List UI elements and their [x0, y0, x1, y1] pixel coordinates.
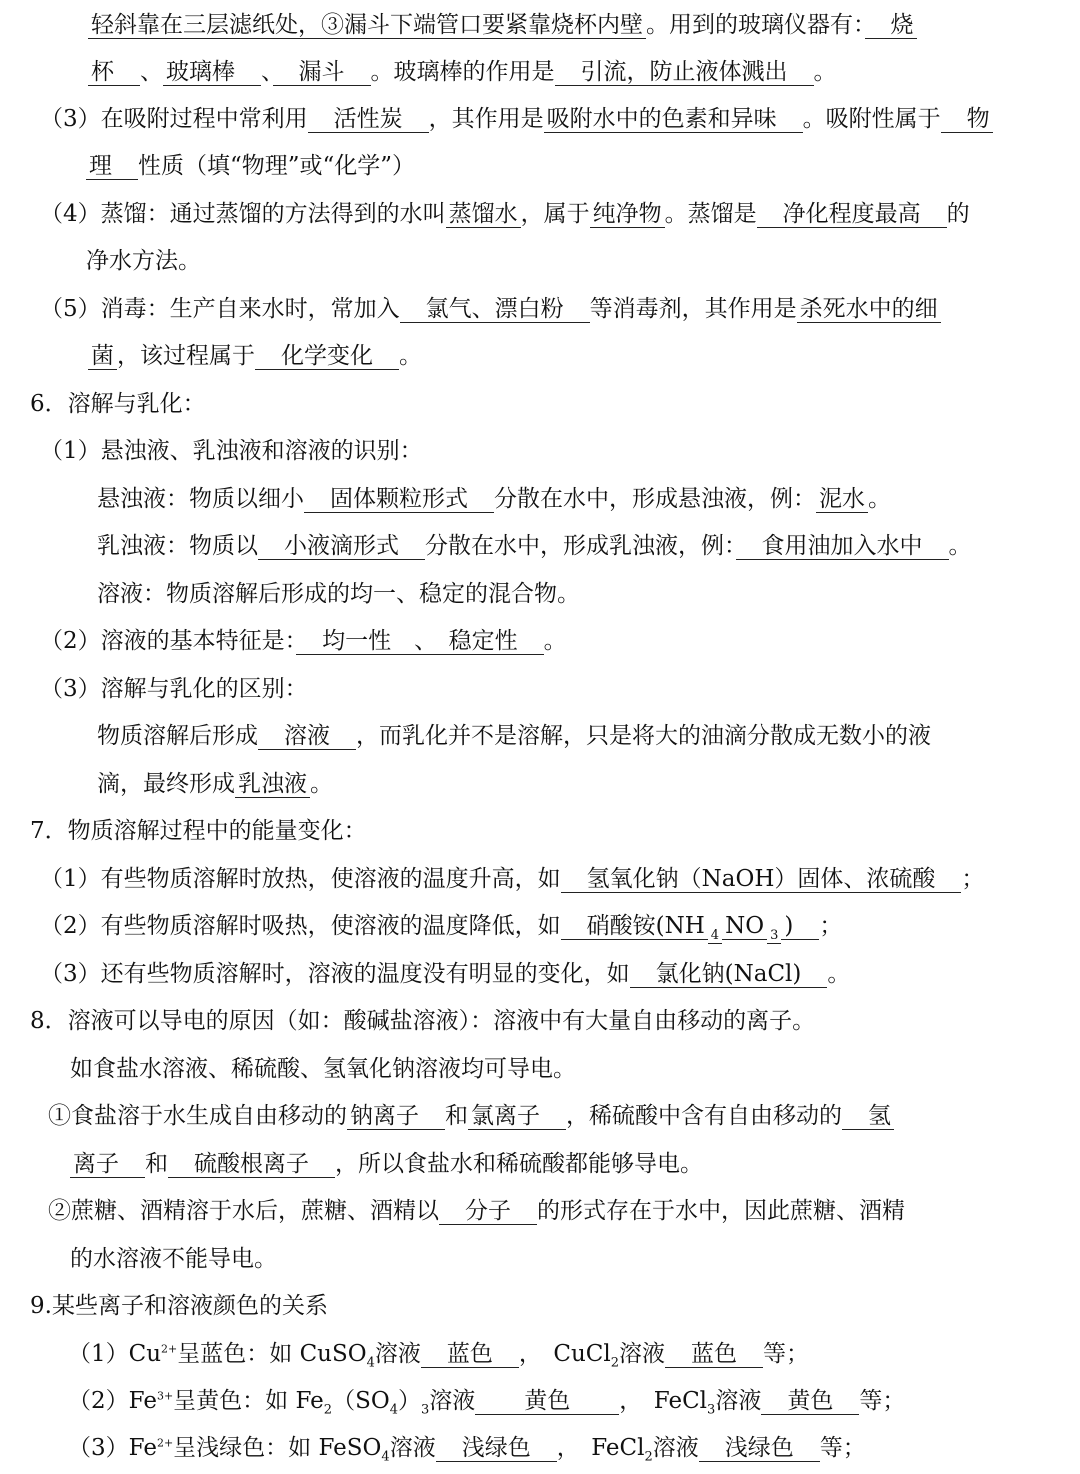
text-segment: ；: [819, 913, 843, 939]
text-segment: 。: [543, 628, 567, 654]
text-segment: （SO: [332, 1388, 390, 1414]
text-segment: 和: [445, 1103, 468, 1129]
answer-blank: 纯净物: [590, 201, 665, 228]
text-line: [97, 484, 891, 514]
text-line: [30, 1291, 328, 1321]
text-segment: 。: [399, 343, 422, 369]
text-segment: 。: [868, 486, 891, 512]
answer-blank: 玻璃棒: [163, 59, 261, 86]
text-line: [40, 959, 850, 989]
answer-blank: 蒸馏水: [446, 201, 521, 228]
text-segment: 。: [813, 59, 837, 85]
answer-blank: 黄色: [761, 1388, 859, 1415]
superscript: 3+: [156, 1389, 174, 1403]
text-segment: 滴，最终形成: [97, 771, 235, 797]
subscript: 2: [610, 1355, 620, 1371]
answer-blank: 烧: [865, 12, 917, 39]
text-segment: ①食盐溶于水生成自由移动的: [48, 1103, 347, 1129]
text-segment: 的形式存在于水中，因此蔗糖、酒精: [537, 1198, 905, 1224]
text-segment: （4）蒸馏：通过蒸馏的方法得到的水叫: [40, 201, 446, 227]
answer-blank: 小液滴形式: [258, 533, 425, 560]
answer-blank: 泥水: [816, 486, 868, 513]
answer-blank: 钠离子: [347, 1103, 445, 1130]
text-segment: 9.某些离子和溶液颜色的关系: [30, 1293, 328, 1319]
text-segment: （3）在吸附过程中常利用: [40, 106, 308, 132]
text-segment: 溶液: [715, 1388, 762, 1414]
text-segment: （1）Cu: [68, 1341, 162, 1367]
text-segment: 。: [948, 533, 972, 559]
text-line: [40, 436, 423, 466]
text-segment: 。: [310, 771, 333, 797]
answer-blank: 吸附水中的色素和异味: [544, 106, 803, 133]
subscript: 3: [420, 1402, 430, 1418]
answer-blank: 氯化钠(NaCl): [630, 961, 828, 988]
text-segment: ， FeCl: [556, 1435, 645, 1461]
text-segment: 呈蓝色：如 CuSO: [177, 1341, 367, 1367]
answer-blank: NO: [722, 913, 767, 940]
text-segment: 净水方法。: [86, 248, 201, 274]
answer-blank: 漏斗: [273, 59, 371, 86]
answer-blank: 溶液: [258, 723, 356, 750]
text-segment: 和: [145, 1151, 168, 1177]
text-segment: 。吸附性属于: [802, 106, 941, 132]
text-segment: 如食盐水溶液、稀硫酸、氢氧化钠溶液均可导电。: [70, 1056, 576, 1082]
text-segment: ， CuCl: [518, 1341, 611, 1367]
text-segment: 的: [946, 201, 970, 227]
text-segment: 分散在水中，形成悬浊液，例：: [494, 486, 816, 512]
text-segment: 等；: [859, 1388, 906, 1414]
text-line: [86, 151, 415, 181]
text-segment: ， FeCl: [619, 1388, 708, 1414]
text-line: [48, 1196, 905, 1226]
text-line: [40, 104, 993, 134]
text-line: [30, 816, 367, 846]
text-segment: （2）有些物质溶解时吸热，使溶液的温度降低，如: [40, 913, 561, 939]
answer-blank: 杯: [88, 59, 140, 86]
answer-blank: 氢氧化钠（NaOH）固体、浓硫酸: [561, 866, 962, 893]
answer-blank: 分子: [439, 1198, 537, 1225]
answer-blank: 黄色: [475, 1388, 619, 1415]
text-segment: 乳浊液：物质以: [97, 533, 258, 559]
text-segment: 等；: [763, 1341, 810, 1367]
answer-blank: 活性炭: [308, 106, 429, 133]
text-segment: （5）消毒：生产自来水时，常加入: [40, 296, 400, 322]
text-segment: 。: [827, 961, 851, 987]
text-line: [70, 1054, 576, 1084]
text-line: [68, 1433, 866, 1463]
answer-blank: 食用油加入水中: [736, 533, 949, 560]
text-segment: 性质（填“物理”或“化学”）: [138, 153, 416, 179]
text-segment: 等；: [819, 1435, 866, 1461]
text-line: [40, 864, 984, 894]
answer-blank: 固体颗粒形式: [304, 486, 494, 513]
text-segment: 。玻璃棒的作用是: [370, 59, 555, 85]
answer-blank: 菌: [88, 343, 117, 370]
text-segment: 等消毒剂，其作用是: [589, 296, 797, 322]
answer-blank: 理: [86, 153, 138, 180]
text-segment: ②蔗糖、酒精溶于水后，蔗糖、酒精以: [48, 1198, 439, 1224]
answer-blank: 4: [708, 928, 722, 944]
text-line: [70, 1244, 277, 1274]
superscript: 2+: [161, 1342, 178, 1356]
text-segment: 6．溶解与乳化：: [30, 391, 206, 417]
text-segment: ，该过程属于: [117, 343, 255, 369]
text-segment: 溶液: [389, 1435, 436, 1461]
text-segment: （2）Fe: [68, 1388, 157, 1414]
text-line: [30, 1006, 815, 1036]
text-line: [86, 246, 201, 276]
text-line: [40, 294, 941, 324]
text-segment: ；: [961, 866, 985, 892]
text-segment: 、: [140, 59, 163, 85]
text-segment: ，所以食盐水和稀硫酸都能够导电。: [335, 1151, 703, 1177]
text-segment: 呈黄色：如 Fe: [173, 1388, 324, 1414]
answer-blank: 均一性 、 稳定性: [296, 628, 544, 655]
text-segment: 溶液: [652, 1435, 699, 1461]
text-line: [40, 626, 567, 656]
text-line: [97, 769, 333, 799]
text-segment: 。蒸馏是: [664, 201, 757, 227]
answer-blank: 硝酸铵(NH: [561, 913, 708, 940]
text-segment: ，其作用是: [428, 106, 544, 132]
subscript: 2: [644, 1449, 653, 1465]
answer-blank: 氯离子: [468, 1103, 566, 1130]
answer-blank: 离子: [70, 1151, 145, 1178]
answer-blank: 蓝色: [665, 1341, 763, 1368]
text-line: [40, 674, 308, 704]
text-line: [97, 579, 580, 609]
text-line: [40, 911, 842, 941]
answer-blank: 硫酸根离子: [168, 1151, 335, 1178]
answer-blank: 3: [767, 928, 781, 944]
text-segment: （2）溶液的基本特征是：: [40, 628, 297, 654]
text-segment: （1）悬浊液、乳浊液和溶液的识别：: [40, 438, 423, 464]
answer-blank: 乳浊液: [235, 771, 310, 798]
text-line: [70, 1149, 703, 1179]
answer-blank: 引流，防止液体溅出: [555, 59, 814, 86]
text-line: [68, 1339, 809, 1369]
text-segment: 悬浊液：物质以细小: [97, 486, 304, 512]
text-line: [68, 1386, 905, 1416]
text-segment: 溶液：物质溶解后形成的均一、稳定的混合物。: [97, 581, 580, 607]
text-segment: 、: [261, 59, 273, 85]
superscript: 2+: [156, 1436, 174, 1450]
text-segment: 7．物质溶解过程中的能量变化：: [30, 818, 367, 844]
text-segment: 分散在水中，形成乳浊液，例：: [425, 533, 736, 559]
text-segment: 呈浅绿色：如 FeSO: [173, 1435, 382, 1461]
text-line: [88, 10, 917, 40]
answer-blank: 氢: [842, 1103, 894, 1130]
text-line: [40, 199, 970, 229]
answer-blank: 杀死水中的细: [797, 296, 941, 323]
text-segment: 溶液: [374, 1341, 421, 1367]
text-line: [88, 341, 422, 371]
answer-blank: 蓝色: [421, 1341, 519, 1368]
text-segment: 的水溶液不能导电。: [70, 1246, 277, 1272]
text-segment: （1）有些物质溶解时放热，使溶液的温度升高，如: [40, 866, 561, 892]
answer-blank: 化学变化: [255, 343, 399, 370]
text-segment: ，而乳化并不是溶解，只是将大的油滴分散成无数小的液: [356, 723, 931, 749]
answer-blank: ): [781, 913, 819, 940]
answer-blank: 氯气、漂白粉: [400, 296, 590, 323]
text-segment: ，属于: [520, 201, 590, 227]
text-segment: （3）Fe: [68, 1435, 157, 1461]
text-line: [48, 1101, 894, 1131]
text-segment: 溶液: [619, 1341, 666, 1367]
text-segment: （3）还有些物质溶解时，溶液的温度没有明显的变化，如: [40, 961, 630, 987]
answer-blank: 净化程度最高: [757, 201, 947, 228]
text-line: [97, 721, 931, 751]
text-line: [30, 389, 206, 419]
text-segment: （3）溶解与乳化的区别：: [40, 676, 308, 702]
text-segment: 。用到的玻璃仪器有：: [646, 12, 865, 38]
text-segment: ）: [397, 1388, 421, 1414]
subscript: 2: [323, 1402, 333, 1418]
answer-blank: 浅绿色: [436, 1435, 557, 1462]
answer-blank: 轻斜靠在三层滤纸处，③漏斗下端管口要紧靠烧杯内壁: [88, 12, 646, 39]
subscript: 4: [389, 1402, 398, 1418]
text-line: [88, 57, 837, 87]
text-segment: ，稀硫酸中含有自由移动的: [566, 1103, 842, 1129]
text-line: [97, 531, 972, 561]
subscript: 4: [366, 1355, 375, 1371]
subscript: 4: [381, 1449, 390, 1465]
text-segment: 物质溶解后形成: [97, 723, 258, 749]
text-segment: 溶液: [429, 1388, 476, 1414]
text-segment: 8．溶液可以导电的原因（如：酸碱盐溶液）：溶液中有大量自由移动的离子。: [30, 1008, 816, 1034]
subscript: 3: [707, 1402, 716, 1418]
answer-blank: 浅绿色: [699, 1435, 820, 1462]
answer-blank: 物: [941, 106, 993, 133]
